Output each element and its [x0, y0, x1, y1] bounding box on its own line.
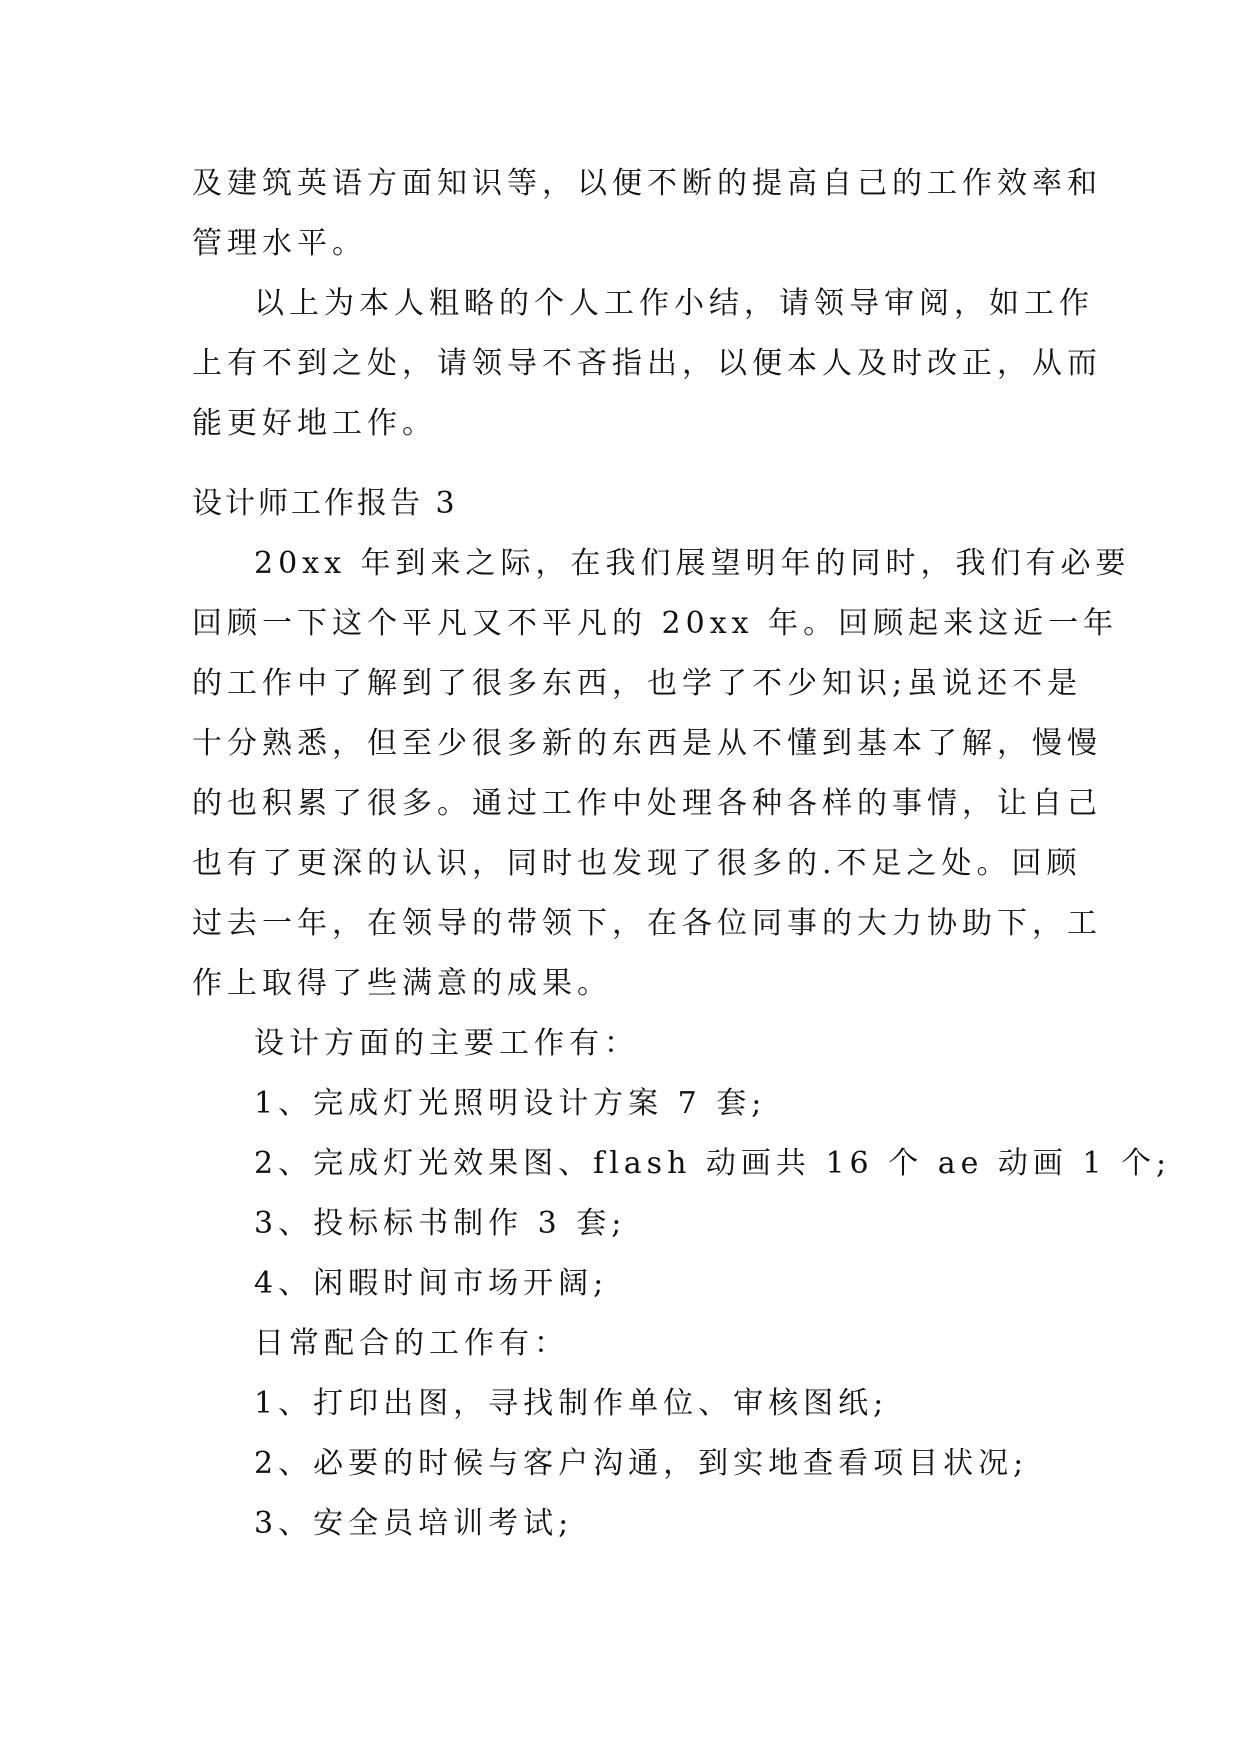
paragraph-line: 十分熟悉，但至少很多新的东西是从不懂到基本了解，慢慢	[192, 726, 1102, 761]
intro-paragraph	[192, 160, 1102, 280]
list-item: 4、闲暇时间市场开阔;	[254, 1266, 609, 1301]
spacer	[192, 460, 1052, 480]
design-work-heading: 设计方面的主要工作有：	[254, 1026, 639, 1061]
closing-paragraph	[192, 280, 1102, 460]
list-item: 3、安全员培训考试;	[254, 1506, 574, 1541]
paragraph-line: 能更好地工作。	[192, 406, 437, 441]
document-page	[192, 160, 1172, 1560]
daily-work-list	[192, 1380, 1052, 1560]
paragraph-line: 的工作中了解到了很多东西，也学了不少知识;虽说还不是	[192, 666, 1083, 701]
list-item: 1、打印出图，寻找制作单位、审核图纸;	[254, 1386, 889, 1421]
list-item: 1、完成灯光照明设计方案 7 套;	[254, 1086, 767, 1121]
paragraph-line: 过去一年，在领导的带领下，在各位同事的大力协助下，工	[192, 906, 1102, 941]
section-title: 设计师工作报告 3	[192, 486, 458, 521]
paragraph-line: 作上取得了些满意的成果。	[192, 966, 612, 1001]
paragraph-line: 20xx 年到来之际，在我们展望明年的同时，我们有必要	[254, 546, 1131, 581]
list-item: 2、完成灯光效果图、flash 动画共 16 个 ae 动画 1 个;	[254, 1146, 1172, 1181]
paragraph-line: 管理水平。	[192, 226, 367, 261]
design-work-list	[192, 1080, 1172, 1320]
paragraph-line: 上有不到之处，请领导不吝指出，以便本人及时改正，从而	[192, 346, 1102, 381]
paragraph-line: 回顾一下这个平凡又不平凡的 20xx 年。回顾起来这近一年	[192, 606, 1119, 641]
report-paragraph	[192, 540, 1131, 1020]
paragraph-line: 及建筑英语方面知识等，以便不断的提高自己的工作效率和	[192, 166, 1102, 201]
paragraph-line: 以上为本人粗略的个人工作小结，请领导审阅，如工作	[254, 286, 1094, 321]
list-item: 2、必要的时候与客户沟通，到实地查看项目状况;	[254, 1446, 1029, 1481]
list-item: 3、投标标书制作 3 套;	[254, 1206, 627, 1241]
paragraph-line: 也有了更深的认识，同时也发现了很多的.不足之处。回顾	[192, 846, 1082, 881]
daily-work-heading: 日常配合的工作有：	[254, 1326, 569, 1361]
paragraph-line: 的也积累了很多。通过工作中处理各种各样的事情，让自己	[192, 786, 1102, 821]
